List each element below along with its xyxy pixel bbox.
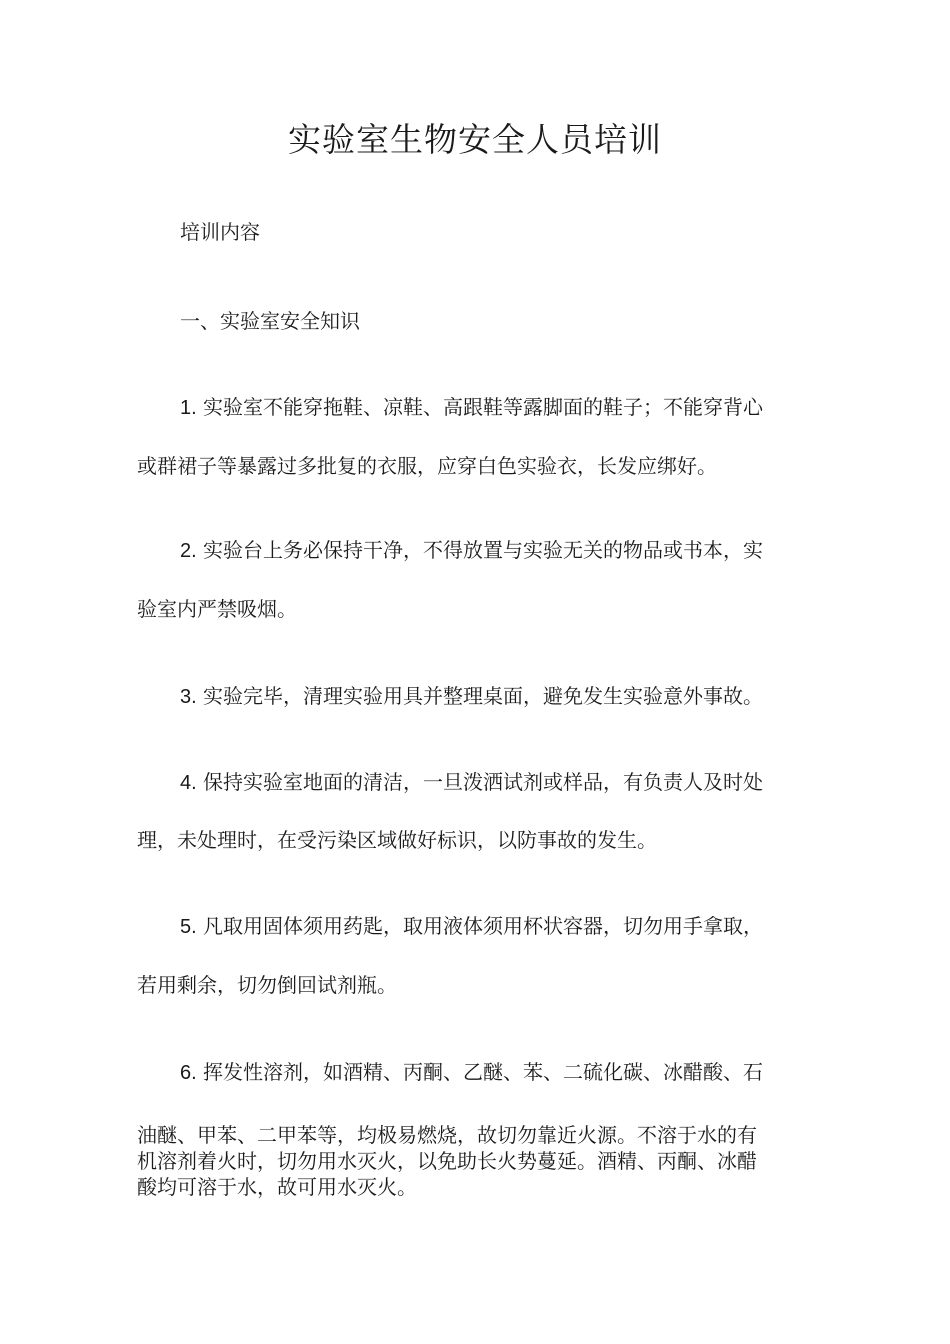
item-number: 6. — [180, 1062, 197, 1084]
list-item-6-first-line — [180, 1058, 763, 1087]
item-number: 3. — [180, 686, 197, 708]
list-item-3-first-line — [180, 682, 763, 711]
item-text: 实验室不能穿拖鞋、凉鞋、高跟鞋等露脚面的鞋子；不能穿背心 — [203, 395, 764, 419]
item-text: 挥发性溶剂，如酒精、丙酮、乙醚、苯、二硫化碳、冰醋酸、石 — [203, 1060, 764, 1084]
list-item-2-first-line — [180, 536, 763, 565]
section-heading: 一、实验室安全知识 — [180, 309, 360, 333]
item-text: 实验台上务必保持干净，不得放置与实验无关的物品或书本，实 — [203, 538, 764, 562]
item-text-line: 机溶剂着火时，切勿用水灭火，以免助长火势蔓延。酒精、丙酮、冰醋 — [137, 1149, 757, 1173]
list-item-4-continuation: 理，未处理时，在受污染区域做好标识，以防事故的发生。 — [137, 828, 657, 852]
list-item-5-continuation: 若用剩余，切勿倒回试剂瓶。 — [137, 973, 397, 997]
list-item-1-continuation: 或群裙子等暴露过多批复的衣服，应穿白色实验衣，长发应绑好。 — [137, 454, 717, 478]
item-text: 保持实验室地面的清洁，一旦泼洒试剂或样品，有负责人及时处 — [203, 770, 764, 794]
item-number: 4. — [180, 772, 197, 794]
section-label: 培训内容 — [180, 220, 260, 244]
item-number: 1. — [180, 397, 197, 419]
item-number: 2. — [180, 540, 197, 562]
item-number: 5. — [180, 916, 197, 938]
list-item-4-first-line — [180, 768, 763, 797]
item-text-line: 酸均可溶于水，故可用水灭火。 — [137, 1175, 417, 1199]
list-item-5-first-line — [180, 912, 763, 941]
list-item-1-first-line — [180, 393, 763, 422]
item-text: 凡取用固体须用药匙，取用液体须用杯状容器，切勿用手拿取， — [203, 914, 764, 938]
document-title: 实验室生物安全人员培训 — [288, 120, 662, 159]
item-text-line: 油醚、甲苯、二甲苯等，均极易燃烧，故切勿靠近火源。不溶于水的有 — [137, 1123, 757, 1147]
list-item-2-continuation: 验室内严禁吸烟。 — [137, 597, 297, 621]
item-text: 实验完毕，清理实验用具并整理桌面，避免发生实验意外事故。 — [203, 684, 764, 708]
list-item-6-continuation — [137, 1122, 817, 1200]
